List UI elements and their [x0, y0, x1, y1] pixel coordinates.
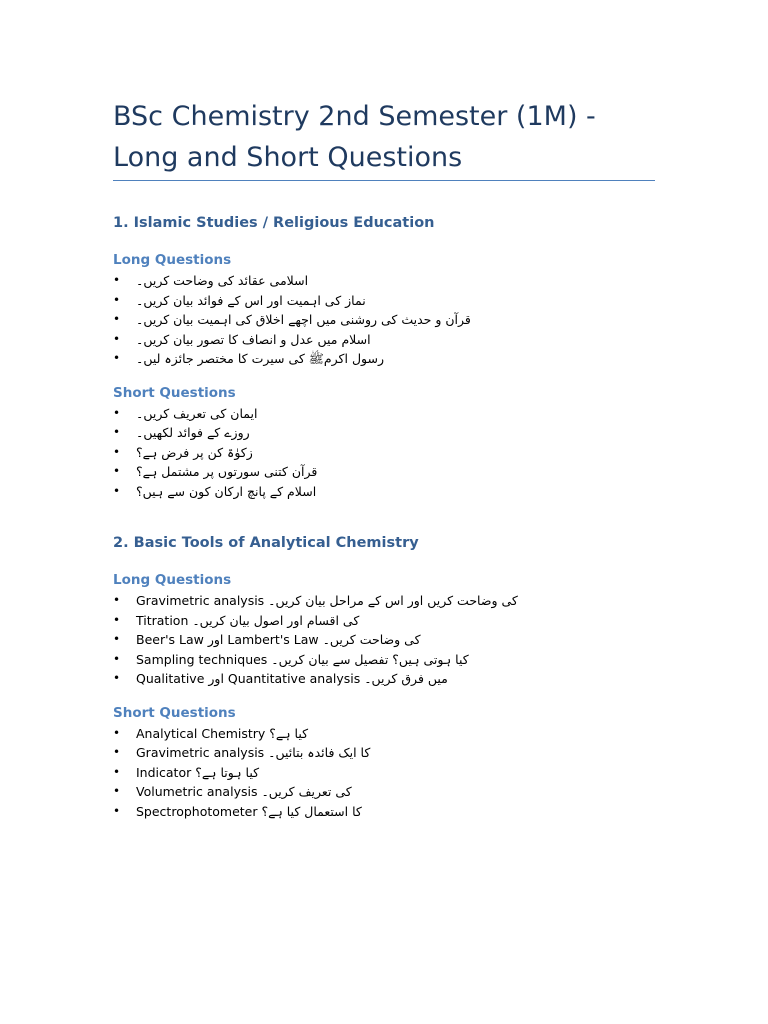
bullet-icon: • — [113, 425, 121, 439]
long-questions-heading: Long Questions — [113, 572, 232, 588]
list-item — [113, 349, 658, 369]
question-text: زکوٰۃ کن پر فرض ہے؟ — [136, 444, 253, 460]
question-text: Volumetric analysis کی تعریف کریں۔ — [136, 784, 352, 799]
question-text: قرآن کتنی سورتوں پر مشتمل ہے؟ — [136, 464, 318, 479]
question-text: نماز کی اہمیت اور اس کے فوائد بیان کریں۔ — [136, 292, 366, 308]
list-item — [113, 763, 658, 783]
bullet-icon: • — [113, 764, 121, 779]
question-text: Beer's Law اور Lambert's Law کی وضاحت کریں۔ — [136, 632, 421, 647]
bullet-icon: • — [113, 593, 121, 607]
list-item — [113, 669, 658, 689]
bullet-icon: • — [113, 671, 121, 685]
bullet-icon: • — [113, 464, 121, 478]
list-item — [113, 802, 658, 822]
list-item — [113, 743, 658, 763]
bullet-icon: • — [113, 803, 121, 818]
list-item — [113, 782, 658, 802]
bullet-icon: • — [113, 292, 121, 307]
list-item — [113, 611, 658, 631]
question-text: Analytical Chemistry کیا ہے؟ — [136, 725, 309, 741]
question-text: اسلام کے پانچ ارکان کون سے ہیں؟ — [136, 483, 317, 499]
question-text: اسلامی عقائد کی وضاحت کریں۔ — [136, 273, 309, 288]
list-item — [113, 724, 658, 744]
question-text: Titration کی اقسام اور اصول بیان کریں۔ — [136, 612, 360, 628]
bullet-icon: • — [113, 745, 121, 759]
bullet-icon: • — [113, 405, 121, 420]
short-questions-list — [113, 404, 658, 502]
question-text: روزے کے فوائد لکھیں۔ — [136, 425, 250, 440]
question-text: Gravimetric analysis کی وضاحت کریں اور اس کے مراحل بیان کریں۔ — [136, 593, 518, 608]
short-questions-heading: Short Questions — [113, 384, 236, 401]
document-title: BSc Chemistry 2nd Semester (1M) - Long and Short Questions — [113, 101, 596, 173]
question-text: قرآن و حدیث کی روشنی میں اچھے اخلاق کی اہمیت بیان کریں۔ — [136, 312, 471, 327]
title-underline — [113, 180, 655, 181]
bullet-icon: • — [113, 351, 121, 365]
short-questions-heading: Short Questions — [113, 704, 236, 721]
bullet-icon: • — [113, 331, 121, 346]
section-islamic-studies — [113, 213, 658, 501]
section-heading: 2. Basic Tools of Analytical Chemistry — [113, 535, 419, 551]
bullet-icon: • — [113, 725, 121, 740]
question-text: ایمان کی تعریف کریں۔ — [136, 405, 258, 421]
list-item — [113, 271, 658, 291]
list-item — [113, 443, 658, 463]
list-item — [113, 482, 658, 502]
list-item — [113, 291, 658, 311]
short-questions-list — [113, 724, 658, 822]
section-analytical-chemistry — [113, 533, 658, 821]
question-text: Qualitative اور Quantitative analysis میں فرق کریں۔ — [136, 671, 448, 686]
list-item — [113, 404, 658, 424]
list-item — [113, 423, 658, 443]
section-heading: 1. Islamic Studies / Religious Education — [113, 215, 435, 231]
long-questions-heading: Long Questions — [113, 252, 232, 268]
bullet-icon: • — [113, 651, 121, 666]
list-item — [113, 462, 658, 482]
long-questions-list — [113, 271, 658, 369]
bullet-icon: • — [113, 483, 121, 498]
question-text: اسلام میں عدل و انصاف کا تصور بیان کریں۔ — [136, 331, 371, 347]
bullet-icon: • — [113, 612, 121, 627]
list-item — [113, 330, 658, 350]
bullet-icon: • — [113, 273, 121, 287]
bullet-icon: • — [113, 312, 121, 326]
bullet-icon: • — [113, 632, 121, 646]
list-item — [113, 310, 658, 330]
list-item — [113, 650, 658, 670]
question-text: Spectrophotometer کا استعمال کیا ہے؟ — [136, 803, 362, 819]
question-text: Sampling techniques کیا ہوتی ہیں؟ تفصیل سے بیان کریں۔ — [136, 651, 469, 667]
question-text: رسول اکرمﷺ کی سیرت کا مختصر جائزہ لیں۔ — [136, 351, 384, 366]
bullet-icon: • — [113, 784, 121, 798]
question-text: Gravimetric analysis کا ایک فائدہ بتائیں۔ — [136, 745, 371, 760]
question-text: Indicator کیا ہوتا ہے؟ — [136, 764, 260, 780]
bullet-icon: • — [113, 444, 121, 459]
list-item — [113, 630, 658, 650]
long-questions-list — [113, 591, 658, 689]
list-item — [113, 591, 658, 611]
